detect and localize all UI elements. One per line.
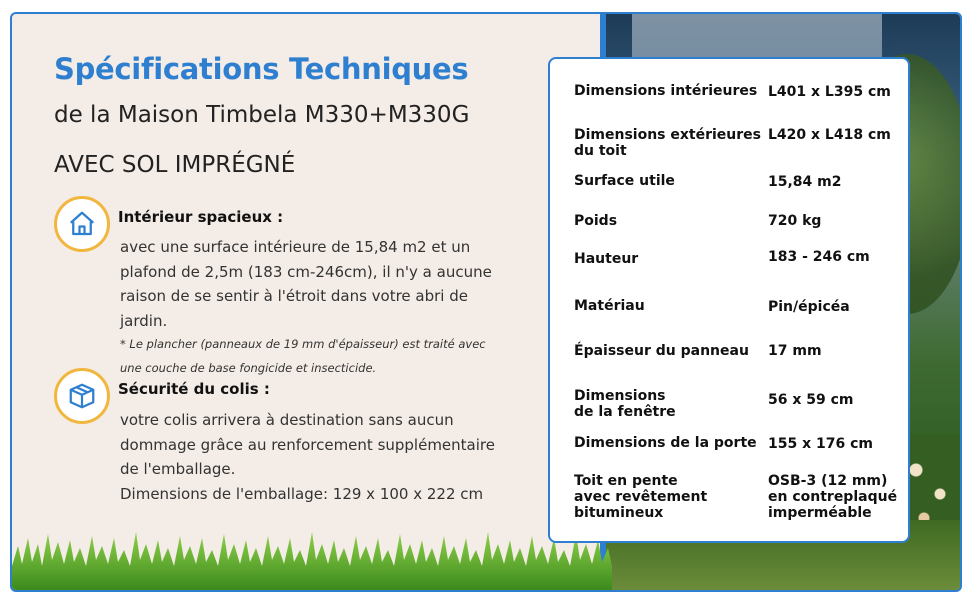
house-icon bbox=[54, 196, 110, 252]
spec-label-sloped-roof: Toit en pente avec revêtement bitumineux bbox=[574, 473, 708, 521]
feature-text-interior-line-4: jardin. bbox=[120, 312, 168, 330]
feature-text-interior-line-1: avec une surface intérieure de 15,84 m2 et un bbox=[120, 238, 471, 256]
banner-frame bbox=[10, 12, 962, 592]
spec-label-interior-dimensions: Dimensions intérieures bbox=[574, 83, 758, 99]
page-title: Spécifications Techniques bbox=[54, 52, 469, 86]
feature-title-interior: Intérieur spacieux : bbox=[118, 208, 284, 226]
grass-decoration bbox=[12, 526, 612, 590]
feature-title-package: Sécurité du colis : bbox=[118, 380, 270, 398]
spec-value-material: Pin/épicéa bbox=[768, 299, 850, 315]
spec-value-sloped-roof: OSB-3 (12 mm) en contreplaqué imperméable bbox=[768, 473, 898, 521]
spec-value-height: 183 - 246 cm bbox=[768, 249, 870, 265]
spec-value-panel-thickness: 17 mm bbox=[768, 343, 822, 359]
feature-note-line-1: * Le plancher (panneaux de 19 mm d'épaisseur) est traité avec bbox=[120, 337, 486, 351]
spec-value-usable-area: 15,84 m2 bbox=[768, 174, 842, 190]
spec-label-window-dimensions: Dimensions de la fenêtre bbox=[574, 388, 676, 420]
product-subtitle: de la Maison Timbela M330+M330G bbox=[54, 102, 470, 128]
spec-value-weight: 720 kg bbox=[768, 213, 822, 229]
spec-value-exterior-roof-dimensions: L420 x L418 cm bbox=[768, 127, 891, 143]
package-box-icon bbox=[54, 368, 110, 424]
spec-value-window-dimensions: 56 x 59 cm bbox=[768, 392, 854, 408]
spec-table-card bbox=[548, 57, 910, 543]
spec-label-exterior-roof-dimensions: Dimensions extérieures du toit bbox=[574, 127, 762, 159]
feature-text-package-line-4: Dimensions de l'emballage: 129 x 100 x 222 cm bbox=[120, 485, 484, 503]
spec-value-interior-dimensions: L401 x L395 cm bbox=[768, 84, 891, 100]
spec-label-weight: Poids bbox=[574, 213, 618, 229]
feature-note-line-2: une couche de base fongicide et insecticide. bbox=[120, 361, 377, 375]
spec-value-door-dimensions: 155 x 176 cm bbox=[768, 436, 873, 452]
product-subtitle-2: AVEC SOL IMPRÉGNÉ bbox=[54, 152, 296, 178]
feature-text-package-line-1: votre colis arrivera à destination sans aucun bbox=[120, 411, 454, 429]
spec-label-panel-thickness: Épaisseur du panneau bbox=[574, 343, 749, 359]
spec-label-door-dimensions: Dimensions de la porte bbox=[574, 435, 757, 451]
spec-label-usable-area: Surface utile bbox=[574, 173, 675, 189]
feature-text-package-line-3: de l'emballage. bbox=[120, 460, 236, 478]
feature-text-interior-line-2: plafond de 2,5m (183 cm-246cm), il n'y a aucune bbox=[120, 263, 492, 281]
feature-text-interior-line-3: raison de se sentir à l'étroit dans votre abri de bbox=[120, 287, 468, 305]
spec-label-height: Hauteur bbox=[574, 251, 639, 267]
spec-label-material: Matériau bbox=[574, 298, 645, 314]
feature-text-package-line-2: dommage grâce au renforcement supplémentaire bbox=[120, 436, 495, 454]
